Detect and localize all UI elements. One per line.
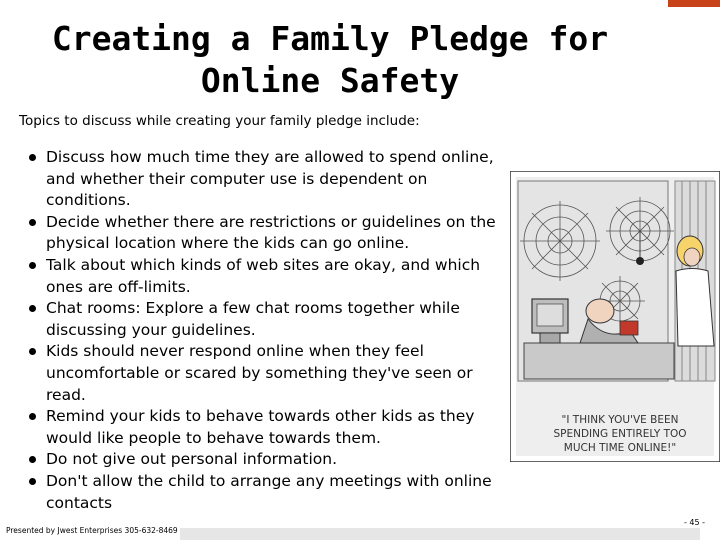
bullet-icon xyxy=(29,348,36,355)
title-line: Creating a Family Pledge for xyxy=(51,19,609,58)
bullet-icon xyxy=(29,478,36,485)
list-item xyxy=(26,406,512,449)
list-item-text: Talk about which kinds of web sites are okay, and which ones are off-limits. xyxy=(46,255,481,296)
presenter-credit: Presented by Jwest Enterprises 305-632-8469 xyxy=(6,526,178,535)
accent-bar xyxy=(668,0,720,7)
list-item xyxy=(26,449,512,471)
bullet-icon xyxy=(29,456,36,463)
spider-web-icon xyxy=(520,201,600,281)
page-number: - 45 - xyxy=(684,518,706,527)
bullet-icon xyxy=(29,154,36,161)
intro-text: Topics to discuss while creating your family pledge include: xyxy=(19,113,420,129)
list-item-text: Remind your kids to behave towards other kids as they would like people to behave towards them. xyxy=(46,407,475,447)
caption-line: SPENDING ENTIRELY TOO xyxy=(553,428,687,440)
list-item xyxy=(26,212,512,255)
list-item-text: Discuss how much time they are allowed to spend online, and whether their computer use is dependent on conditions. xyxy=(46,148,494,210)
caption-line: MUCH TIME ONLINE!" xyxy=(563,442,677,454)
footer-band xyxy=(180,528,700,540)
cartoon-caption xyxy=(553,414,686,454)
list-item xyxy=(26,298,512,341)
bullet-icon xyxy=(29,262,36,269)
list-item-text: Decide whether there are restrictions or guidelines on the physical location where the kids can go online. xyxy=(46,212,496,253)
list-item xyxy=(26,147,512,212)
list-item xyxy=(26,341,512,406)
list-item xyxy=(26,255,512,298)
bullet-icon xyxy=(29,413,36,420)
cartoon-illustration xyxy=(510,171,720,462)
title-line: Online Safety xyxy=(200,61,460,100)
list-item-text: Kids should never respond online when they feel uncomfortable or scared by something they've seen or read. xyxy=(46,342,473,404)
bullet-icon xyxy=(29,305,36,312)
list-item xyxy=(26,471,512,514)
list-item-text: Don't allow the child to arrange any meetings with online contacts xyxy=(46,471,492,512)
desk xyxy=(524,343,674,379)
slide-title xyxy=(20,18,640,102)
topic-list xyxy=(26,147,512,514)
caption-line: "I THINK YOU'VE BEEN xyxy=(561,414,679,426)
list-item-text: Do not give out personal information. xyxy=(46,450,337,469)
list-item-text: Chat rooms: Explore a few chat rooms together while discussing your guidelines. xyxy=(46,299,460,339)
bullet-icon xyxy=(29,219,36,226)
